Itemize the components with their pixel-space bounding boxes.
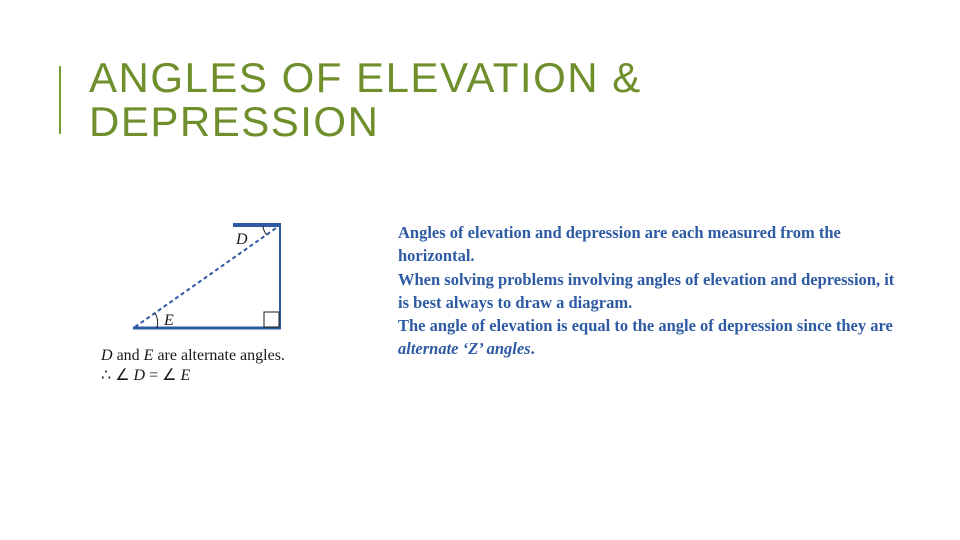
- caption-angle-e: E: [180, 367, 191, 384]
- paragraph-3-end: .: [530, 339, 535, 359]
- dashed-hypotenuse: [135, 226, 279, 327]
- right-angle-marker: [264, 312, 279, 327]
- slide-title: [89, 56, 642, 144]
- title-line-2: DEPRESSION: [89, 98, 380, 145]
- angle-arc-d: [263, 226, 267, 235]
- equals-sign: =: [145, 367, 163, 384]
- paragraph-3: [398, 314, 908, 361]
- label-e: E: [164, 312, 174, 329]
- therefore-symbol: ∴: [101, 367, 116, 384]
- angle-symbol-2: ∠: [162, 367, 181, 384]
- caption-line-1: [101, 346, 285, 366]
- caption-e: E: [143, 347, 154, 364]
- alternate-z-angles: alternate ‘Z’ angles: [398, 339, 531, 359]
- diagram-caption: [101, 346, 285, 386]
- caption-d: D: [101, 347, 113, 364]
- title-line-1: ANGLES OF ELEVATION &: [89, 54, 642, 101]
- explanation-text: [398, 221, 908, 361]
- caption-line-2: [101, 366, 285, 386]
- caption-rest: are alternate angles.: [153, 347, 285, 364]
- angle-symbol-1: ∠: [115, 367, 134, 384]
- paragraph-1: Angles of elevation and depression are each measured from the horizontal.: [398, 223, 841, 266]
- label-d: D: [236, 231, 248, 248]
- title-accent-bar: [59, 66, 61, 134]
- paragraph-2: When solving problems involving angles of elevation and depression, it is best always to draw a diagram.: [398, 269, 895, 312]
- triangle-figure: [95, 205, 345, 345]
- paragraph-3-start: The angle of elevation is equal to the angle of depression since they are: [398, 316, 893, 336]
- angle-arc-e: [155, 313, 158, 328]
- caption-angle-d: D: [133, 367, 146, 384]
- angle-diagram: [95, 205, 345, 395]
- caption-and: and: [112, 347, 144, 364]
